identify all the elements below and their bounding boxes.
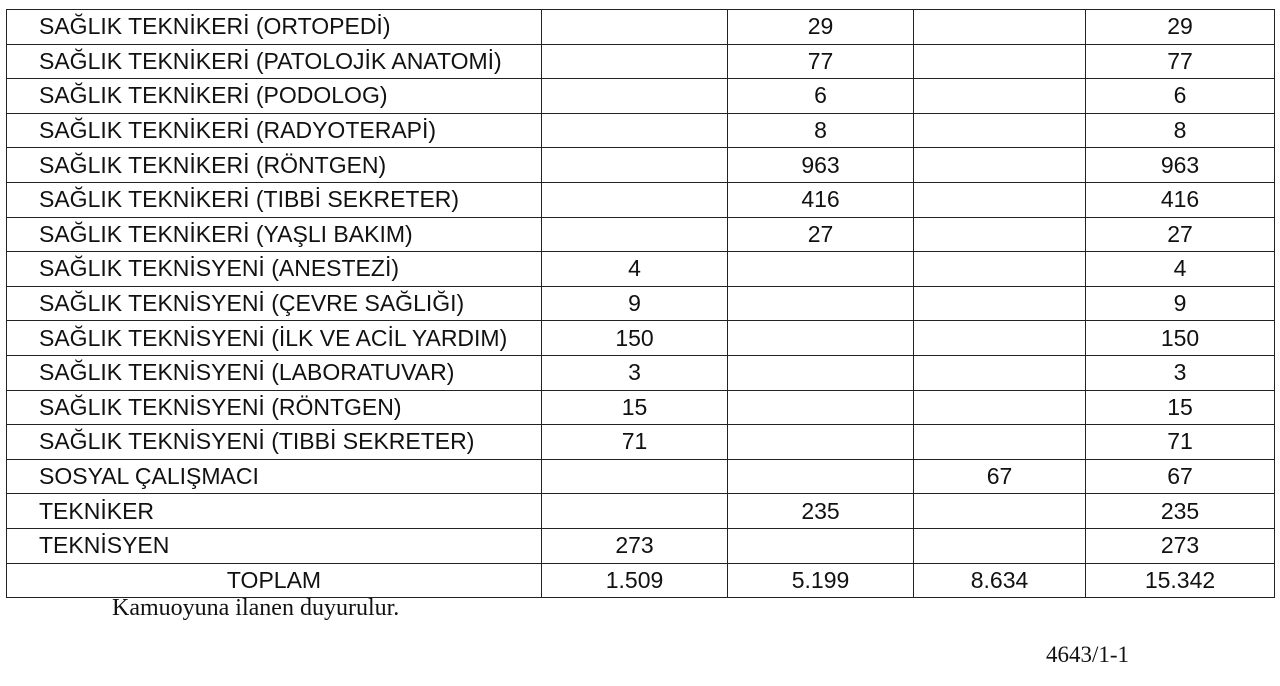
row-cell-3 xyxy=(914,10,1086,45)
row-cell-2 xyxy=(728,252,914,287)
row-cell-1 xyxy=(542,494,728,529)
row-cell-2 xyxy=(728,528,914,563)
row-cell-4: 963 xyxy=(1086,148,1275,183)
announcement-note: Kamuoyuna ilanen duyurulur. xyxy=(112,595,400,621)
row-cell-4: 273 xyxy=(1086,528,1275,563)
table-body xyxy=(7,10,1275,598)
row-cell-2 xyxy=(728,355,914,390)
row-label: SAĞLIK TEKNİKERİ (TIBBİ SEKRETER) xyxy=(7,182,542,217)
row-cell-4: 15 xyxy=(1086,390,1275,425)
table-row xyxy=(7,459,1275,494)
row-cell-4: 8 xyxy=(1086,113,1275,148)
row-cell-1: 150 xyxy=(542,321,728,356)
staff-table xyxy=(6,9,1275,598)
row-label: SAĞLIK TEKNİSYENİ (TIBBİ SEKRETER) xyxy=(7,425,542,460)
table-row xyxy=(7,113,1275,148)
total-cell-2: 5.199 xyxy=(728,563,914,598)
row-cell-2: 235 xyxy=(728,494,914,529)
table-row xyxy=(7,217,1275,252)
row-cell-4: 67 xyxy=(1086,459,1275,494)
table-row xyxy=(7,44,1275,79)
table-row xyxy=(7,494,1275,529)
row-label: SAĞLIK TEKNİKERİ (PATOLOJİK ANATOMİ) xyxy=(7,44,542,79)
row-cell-1: 273 xyxy=(542,528,728,563)
table-row xyxy=(7,390,1275,425)
row-cell-2: 963 xyxy=(728,148,914,183)
row-cell-4: 235 xyxy=(1086,494,1275,529)
row-cell-1: 71 xyxy=(542,425,728,460)
row-cell-2: 29 xyxy=(728,10,914,45)
row-cell-3 xyxy=(914,494,1086,529)
row-label: SAĞLIK TEKNİSYENİ (ÇEVRE SAĞLIĞI) xyxy=(7,286,542,321)
row-cell-4: 27 xyxy=(1086,217,1275,252)
row-label: SAĞLIK TEKNİKERİ (RADYOTERAPİ) xyxy=(7,113,542,148)
table-row xyxy=(7,321,1275,356)
row-cell-3 xyxy=(914,113,1086,148)
row-cell-2 xyxy=(728,286,914,321)
row-label: SAĞLIK TEKNİKERİ (PODOLOG) xyxy=(7,79,542,114)
row-cell-4: 4 xyxy=(1086,252,1275,287)
row-cell-3: 67 xyxy=(914,459,1086,494)
row-label: SAĞLIK TEKNİSYENİ (İLK VE ACİL YARDIM) xyxy=(7,321,542,356)
row-cell-3 xyxy=(914,79,1086,114)
row-cell-4: 3 xyxy=(1086,355,1275,390)
table-row xyxy=(7,182,1275,217)
row-cell-4: 77 xyxy=(1086,44,1275,79)
row-cell-4: 29 xyxy=(1086,10,1275,45)
document-code: 4643/1-1 xyxy=(1046,642,1130,667)
row-cell-1 xyxy=(542,459,728,494)
table-row xyxy=(7,425,1275,460)
table-row xyxy=(7,10,1275,45)
row-label: TEKNİKER xyxy=(7,494,542,529)
row-cell-1 xyxy=(542,10,728,45)
row-cell-3 xyxy=(914,217,1086,252)
row-label: TEKNİSYEN xyxy=(7,528,542,563)
row-cell-1 xyxy=(542,217,728,252)
row-cell-2 xyxy=(728,321,914,356)
row-cell-3 xyxy=(914,148,1086,183)
row-cell-4: 150 xyxy=(1086,321,1275,356)
row-label: SAĞLIK TEKNİKERİ (YAŞLI BAKIM) xyxy=(7,217,542,252)
row-cell-2: 77 xyxy=(728,44,914,79)
row-cell-2: 8 xyxy=(728,113,914,148)
total-cell-1: 1.509 xyxy=(542,563,728,598)
row-label: SAĞLIK TEKNİSYENİ (RÖNTGEN) xyxy=(7,390,542,425)
table-row xyxy=(7,252,1275,287)
row-cell-1: 4 xyxy=(542,252,728,287)
row-cell-2: 416 xyxy=(728,182,914,217)
total-row xyxy=(7,563,1275,598)
row-cell-3 xyxy=(914,182,1086,217)
row-cell-3 xyxy=(914,252,1086,287)
row-cell-1: 15 xyxy=(542,390,728,425)
row-cell-3 xyxy=(914,390,1086,425)
row-label: SAĞLIK TEKNİSYENİ (ANESTEZİ) xyxy=(7,252,542,287)
row-cell-4: 71 xyxy=(1086,425,1275,460)
row-label: SAĞLIK TEKNİKERİ (ORTOPEDİ) xyxy=(7,10,542,45)
row-cell-4: 9 xyxy=(1086,286,1275,321)
table-row xyxy=(7,148,1275,183)
row-label: SOSYAL ÇALIŞMACI xyxy=(7,459,542,494)
table-row xyxy=(7,528,1275,563)
row-cell-2: 27 xyxy=(728,217,914,252)
row-cell-3 xyxy=(914,286,1086,321)
row-cell-2: 6 xyxy=(728,79,914,114)
row-cell-1: 9 xyxy=(542,286,728,321)
row-label: SAĞLIK TEKNİKERİ (RÖNTGEN) xyxy=(7,148,542,183)
row-cell-2 xyxy=(728,459,914,494)
row-cell-1: 3 xyxy=(542,355,728,390)
row-cell-1 xyxy=(542,113,728,148)
row-cell-3 xyxy=(914,44,1086,79)
row-cell-4: 416 xyxy=(1086,182,1275,217)
table-row xyxy=(7,286,1275,321)
row-cell-1 xyxy=(542,79,728,114)
row-cell-3 xyxy=(914,321,1086,356)
total-cell-3: 8.634 xyxy=(914,563,1086,598)
row-cell-3 xyxy=(914,528,1086,563)
row-cell-1 xyxy=(542,44,728,79)
row-cell-3 xyxy=(914,355,1086,390)
row-label: SAĞLIK TEKNİSYENİ (LABORATUVAR) xyxy=(7,355,542,390)
total-cell-4: 15.342 xyxy=(1086,563,1275,598)
table-row xyxy=(7,79,1275,114)
row-cell-1 xyxy=(542,148,728,183)
row-cell-2 xyxy=(728,425,914,460)
total-label: TOPLAM xyxy=(7,563,542,598)
row-cell-2 xyxy=(728,390,914,425)
row-cell-4: 6 xyxy=(1086,79,1275,114)
table-row xyxy=(7,355,1275,390)
row-cell-3 xyxy=(914,425,1086,460)
row-cell-1 xyxy=(542,182,728,217)
